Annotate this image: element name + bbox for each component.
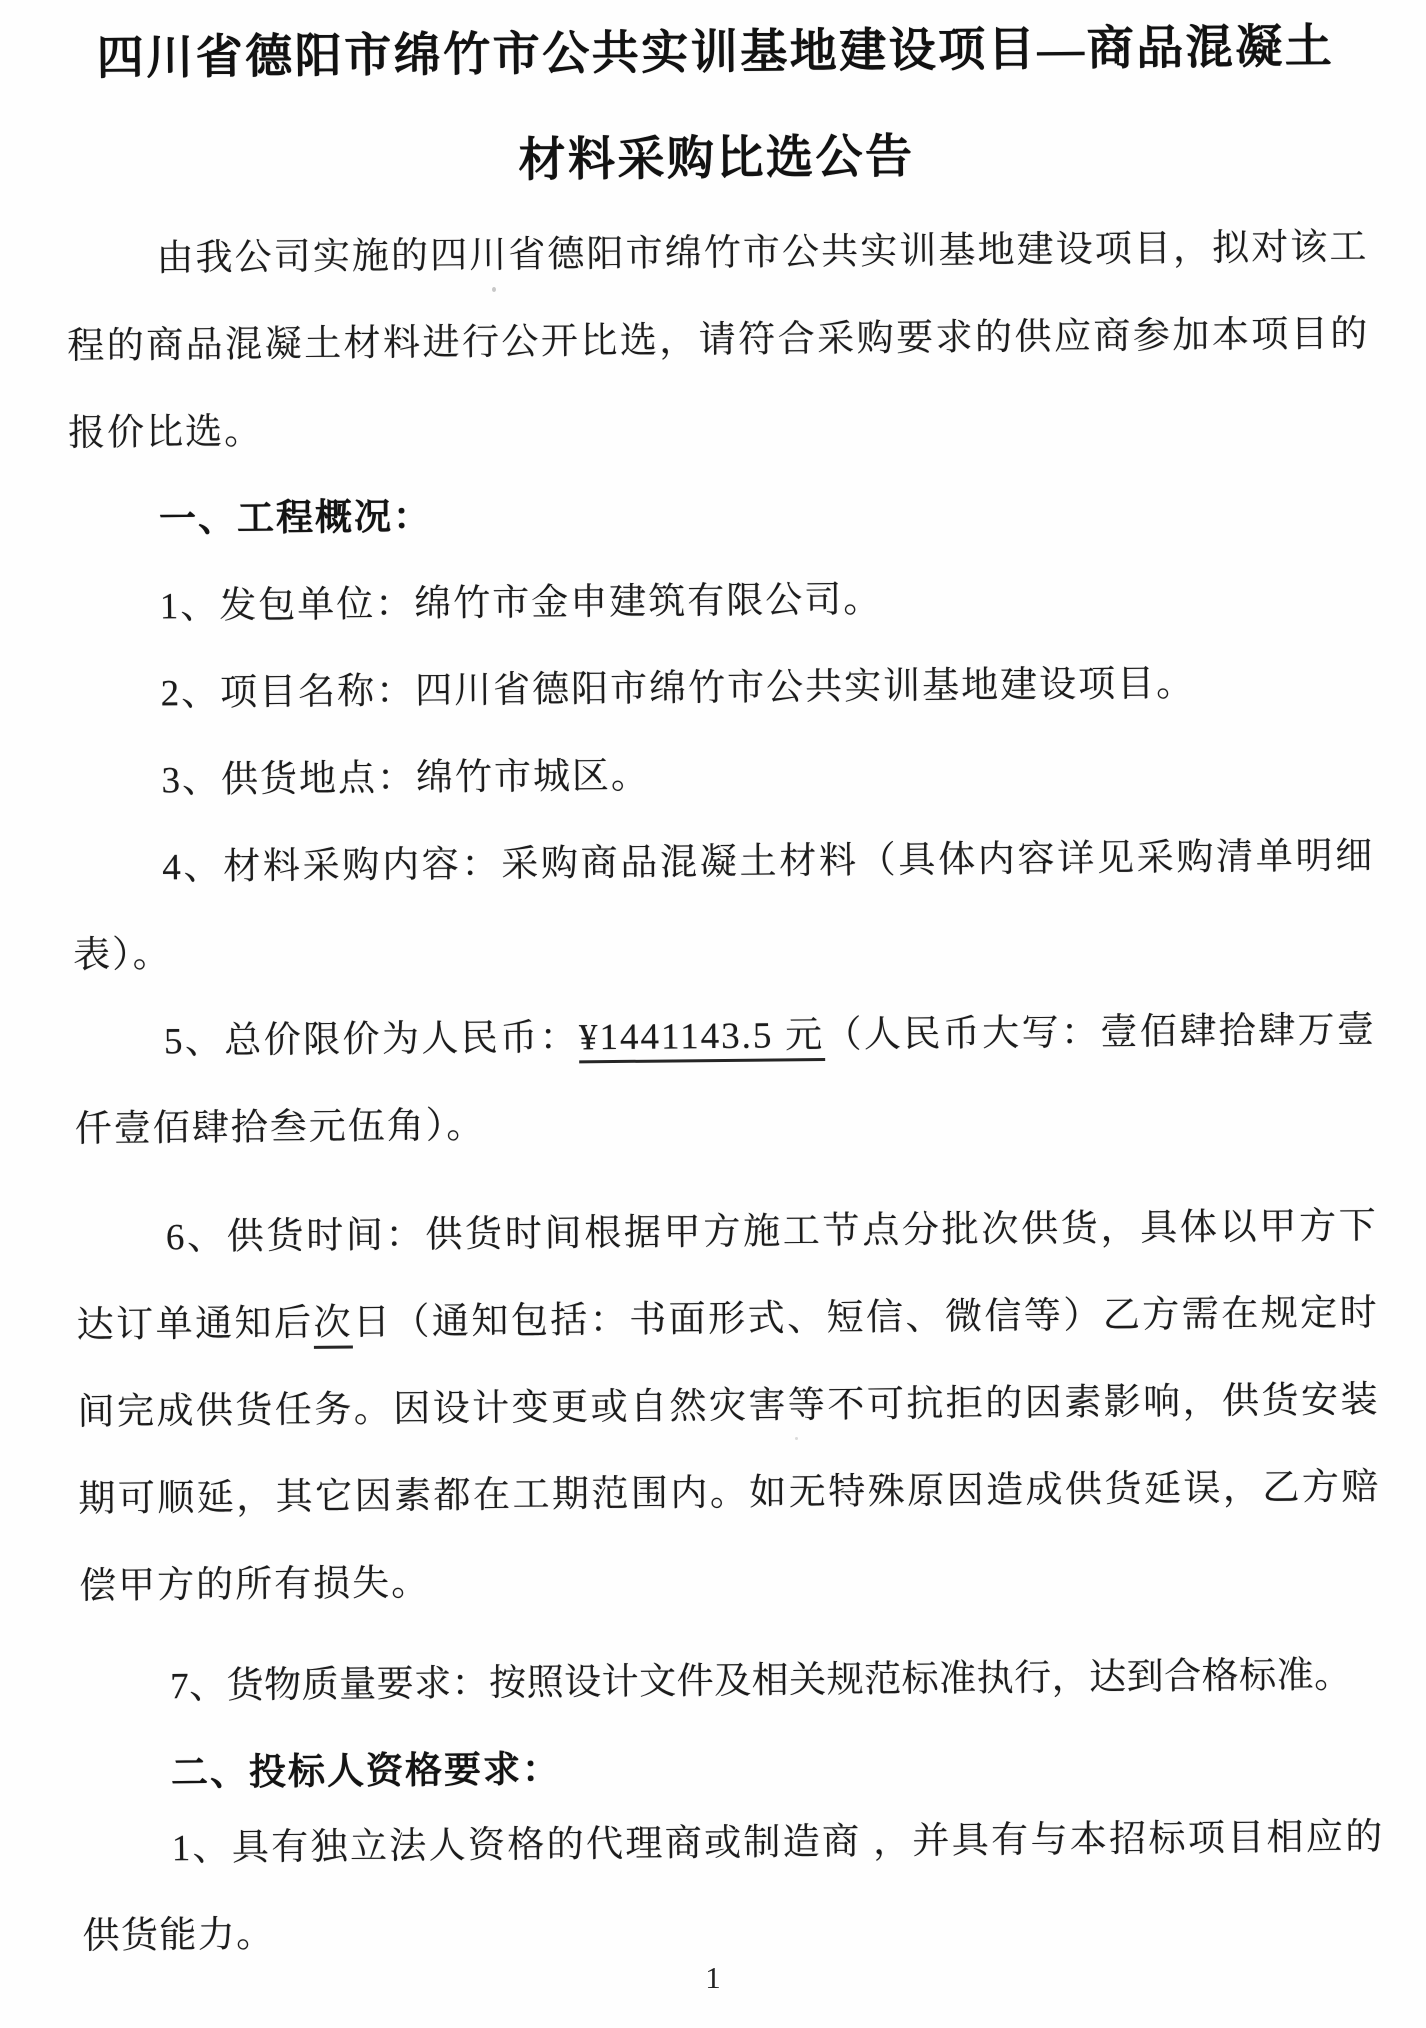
- page-number: 1: [705, 1960, 721, 1995]
- block-item-2: [69, 552, 1372, 651]
- text-segment: 3、供货地点：绵竹市城区。: [161, 755, 651, 802]
- text-segment: 一、工程概况：: [158, 496, 433, 541]
- underlined-text: 次: [313, 1303, 353, 1349]
- scan-speck: [795, 1437, 798, 1440]
- text-segment: 5、总价限价为人民币：: [163, 1017, 580, 1063]
- block-item-6: [74, 987, 1378, 1173]
- block-item-10: [81, 1794, 1385, 1980]
- text-segment: 日（通知包括：书面形式、短信、微信等）乙方需在规定时间完成供货任务。因设计变更或自然灾害等不可抗拒的因素影响，供货安装期可顺延，其它因素都在工期范围内。如无特殊原因造成供货延误，乙方赔偿甲方的所有损失。: [77, 1292, 1381, 1608]
- text-segment: 1、发包单位：绵竹市金申建筑有限公司。: [159, 579, 883, 628]
- block-heading-1: [69, 465, 1372, 564]
- scan-speck: [492, 287, 496, 292]
- text-segment: （人民币大写：壹佰肆拾肆万壹仟壹佰肆拾叁元伍角）。: [74, 1009, 1377, 1151]
- block-item-3: [70, 639, 1373, 738]
- document-title: [64, 12, 1368, 200]
- text-segment: 由我公司实施的四川省德阳市绵竹市公共实训基地建设项目，拟对该工程的商品混凝土材料进行公开比选，请符合采购要求的供应商参加本项目的报价比选。: [67, 226, 1370, 455]
- text-segment: 4、材料采购内容：采购商品混凝土材料（具体内容详见采购清单明细表）。: [72, 835, 1375, 977]
- text-segment: 2、项目名称：四川省德阳市绵竹市公共实训基地建设项目。: [160, 663, 1196, 715]
- block-item-8: [80, 1632, 1383, 1731]
- document-blocks: [66, 204, 1385, 1980]
- text-segment: 7、货物质量要求：按照设计文件及相关规范标准执行，达到合格标准。: [169, 1654, 1352, 1708]
- text-segment: 二、投标人资格要求：: [170, 1749, 562, 1795]
- title-line-1: 四川省德阳市绵竹市公共实训基地建设项目—商品混凝土: [96, 21, 1335, 85]
- block-intro-0: [66, 204, 1370, 477]
- document-content: [64, 0, 1385, 1980]
- underlined-text: ¥1441143.5 元: [579, 1015, 825, 1063]
- title-line-2: 材料采购比选公告: [518, 131, 915, 187]
- text-segment: 6、供货时间：供货时间根据甲方施工节点分批次供货，具体以甲方下达订单通知后: [76, 1205, 1378, 1347]
- text-segment: 1、具有独立法人资格的代理商或制造商 ，并具有与本招标项目相应的供货能力。: [82, 1816, 1384, 1958]
- block-item-5: [72, 813, 1376, 999]
- block-item-4: [71, 726, 1374, 825]
- block-item-7: [75, 1183, 1381, 1630]
